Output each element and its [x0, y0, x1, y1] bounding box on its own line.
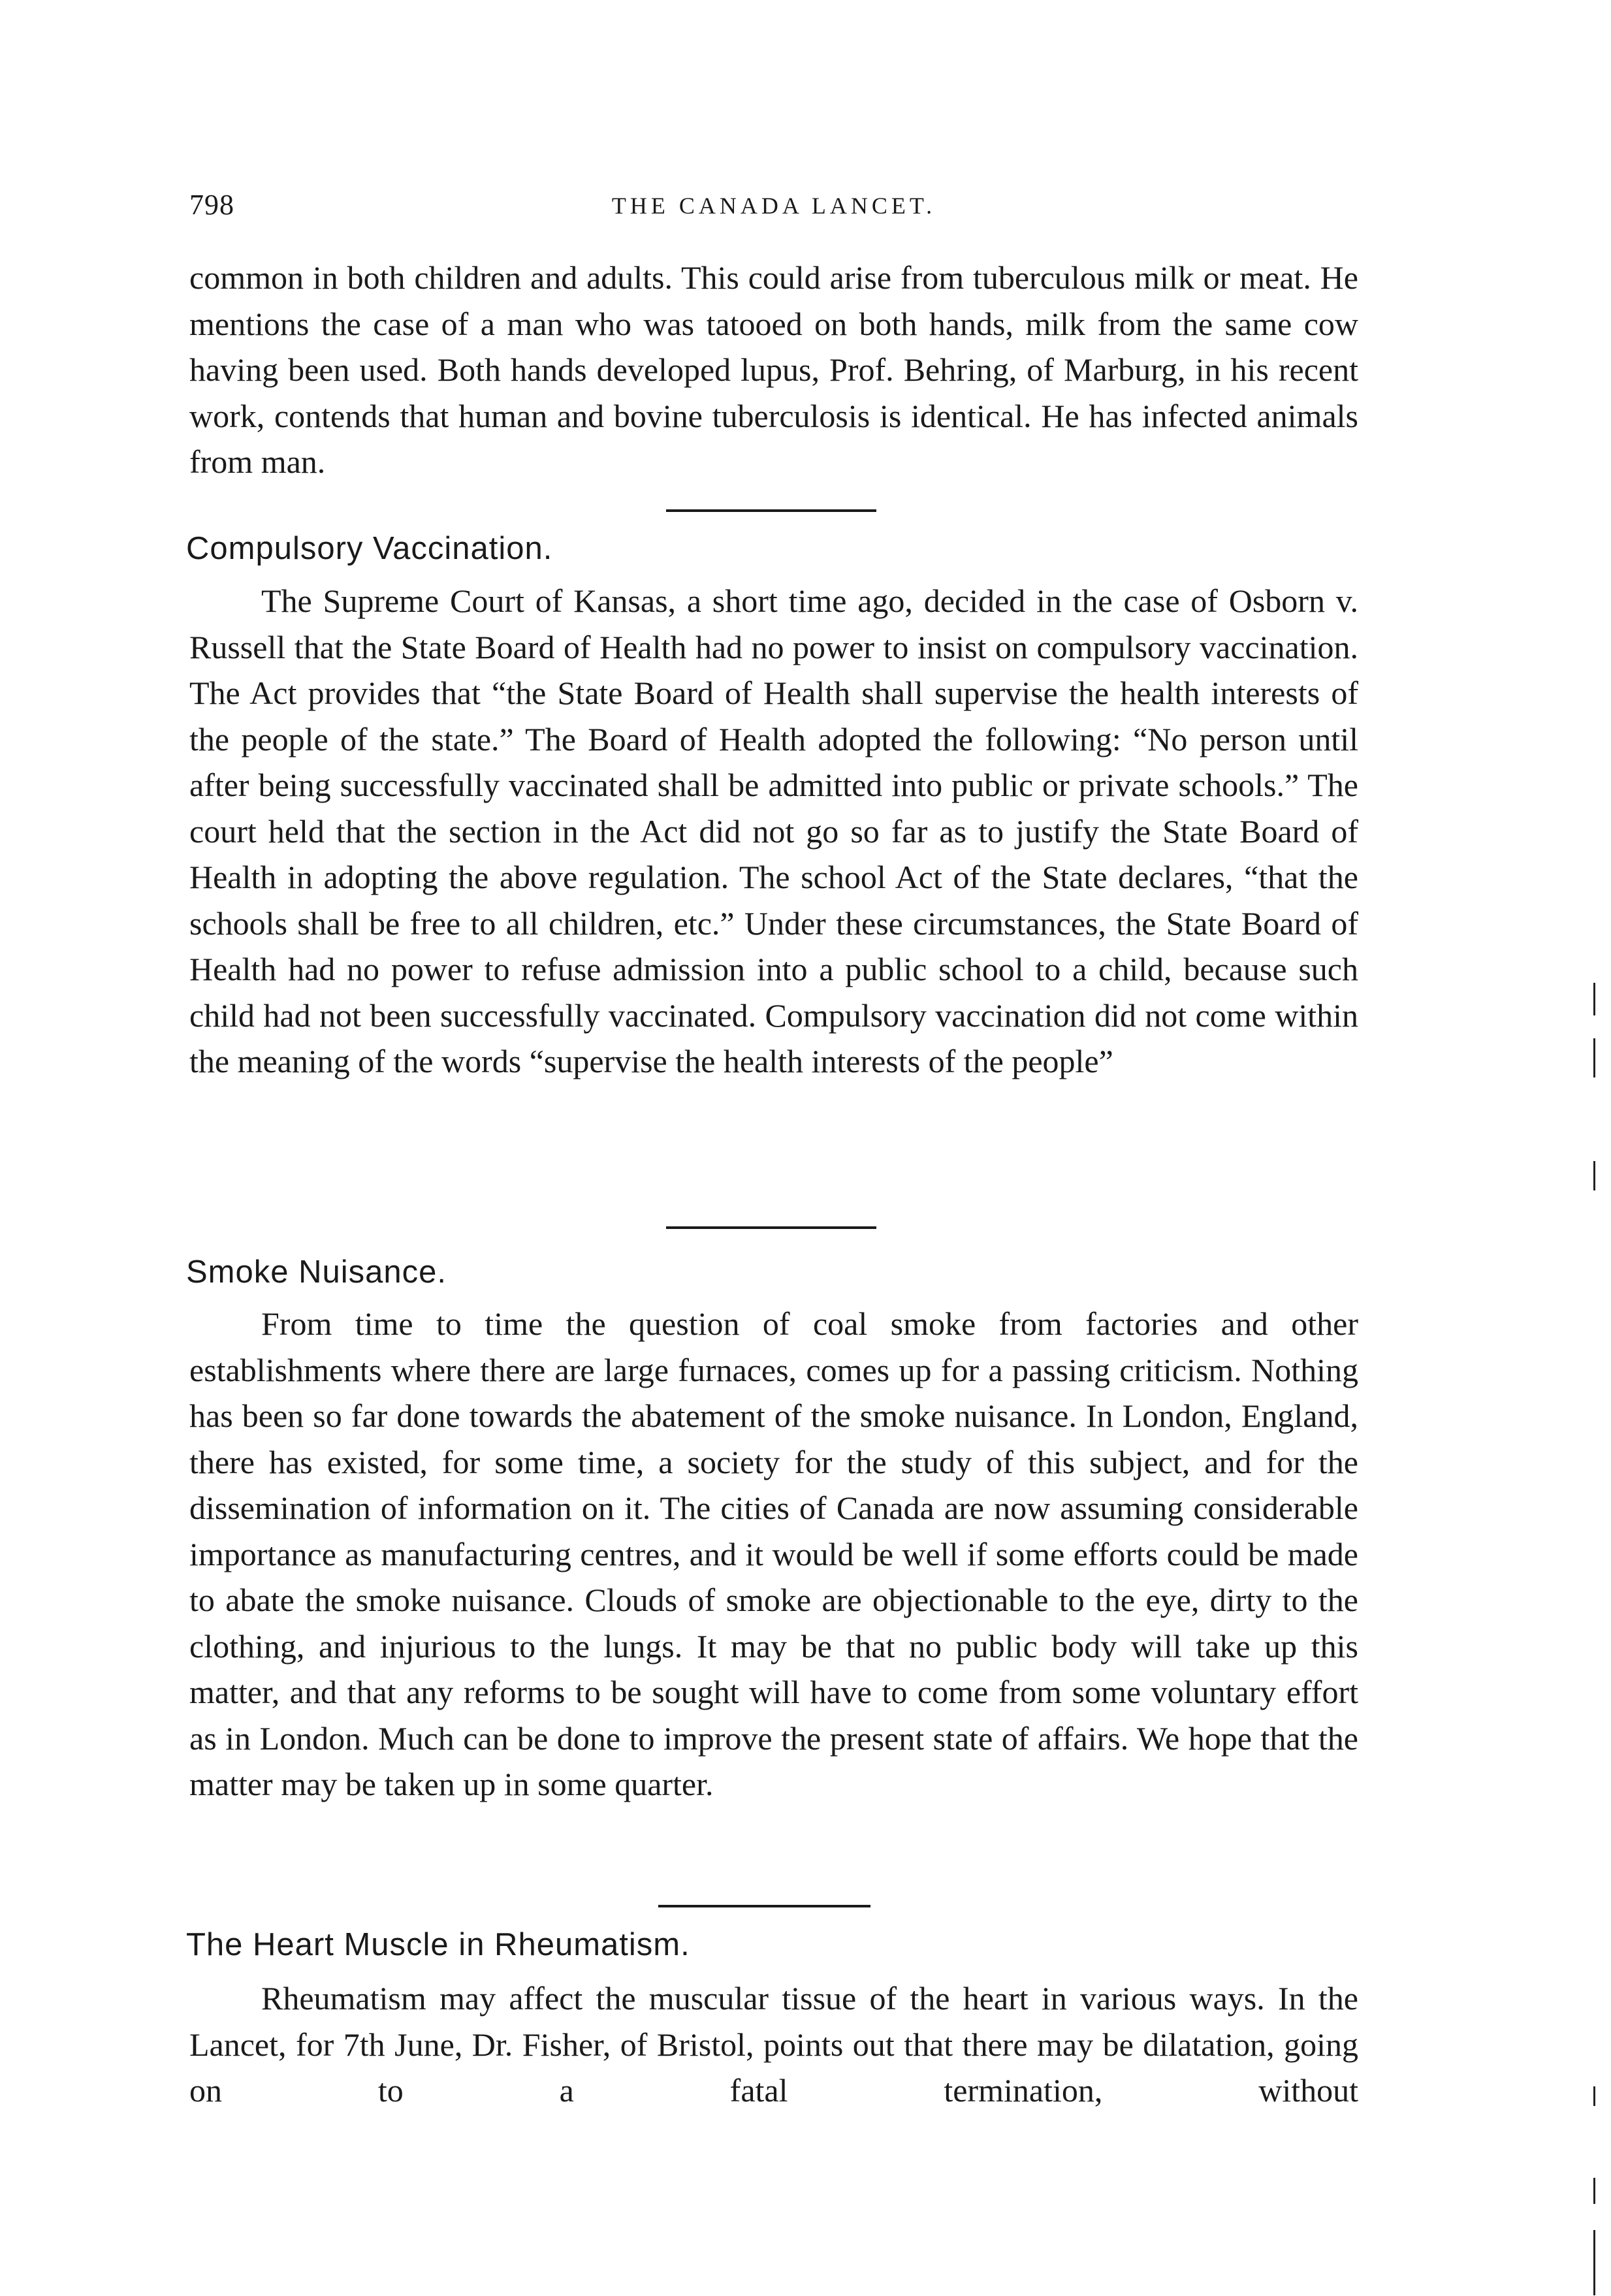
page-header [189, 188, 1358, 227]
page-number: 798 [189, 189, 234, 221]
section-heading-compulsory-vaccination: Compulsory Vaccination. [186, 531, 553, 566]
margin-scan-mark [1593, 2178, 1595, 2204]
section-heading-heart-muscle: The Heart Muscle in Rheumatism. [186, 1927, 690, 1962]
section-divider-rule [666, 1226, 876, 1229]
margin-scan-mark [1593, 1161, 1595, 1190]
smoke-nuisance-block [189, 1301, 1358, 1808]
section-divider-rule [658, 1905, 870, 1907]
compulsory-vaccination-paragraph: The Supreme Court of Kansas, a short time ago, decided in the case of Osborn v. Russell that the State Board of Health had no power to insist on compulsory vaccination. The Act provides that “the State Board of Health shall supervise the health interests of the people of the state.” The Board of Health adopted the following: “No person until after being successfully vaccinated shall be admitted into public or private schools.” The court held that the section in the Act did not go so far as to justify the State Board of Health in adopting the above regulation. The school Act of the State declares, “that the schools shall be free to all children, etc.” Under these circumstances, the State Board of Health had no power to refuse admission into a public school to a child, because such child had not been successfully vaccinated. Compulsory vaccination did not come within the meaning of the words “supervise the health interests of the people” [189, 582, 1358, 1079]
section-divider-rule [666, 509, 876, 512]
running-head: THE CANADA LANCET. [611, 193, 936, 219]
heart-muscle-paragraph: Rheumatism may affect the muscular tissue of the heart in various ways. In the Lancet, for 7th June, Dr. Fisher, of Bristol, points out that there may be dilatation, going on to a fatal termination, without [189, 1980, 1358, 2109]
margin-scan-mark [1593, 983, 1595, 1015]
margin-scan-mark [1593, 2086, 1595, 2106]
intro-paragraph-block [189, 255, 1358, 485]
compulsory-vaccination-block [189, 578, 1358, 1085]
margin-scan-mark [1593, 1038, 1595, 1077]
smoke-nuisance-paragraph: From time to time the question of coal smoke from factories and other establishments where there are large furnaces, comes up for a passing criticism. Nothing has been so far done towards the abatement of the smoke nuisance. In London, England, there has existed, for some time, a society for the study of this subject, and for the dissemination of information on it. The cities of Canada are now assuming considerable importance as manufacturing centres, and it would be well if some efforts could be made to abate the smoke nuisance. Clouds of smoke are objectionable to the eye, dirty to the clothing, and injurious to the lungs. It may be that no public body will take up this matter, and that any reforms to be sought will have to come from some voluntary effort as in London. Much can be done to improve the present state of affairs. We hope that the matter may be taken up in some quarter. [189, 1305, 1358, 1802]
heart-muscle-block [189, 1975, 1358, 2114]
section-heading-smoke-nuisance: Smoke Nuisance. [186, 1254, 447, 1290]
intro-paragraph: common in both children and adults. This could arise from tuberculous milk or meat. He mentions the case of a man who was tatooed on both hands, milk from the same cow having been used. Both hands developed lupus, Prof. Behring, of Marburg, in his recent work, contends that human and bovine tuberculosis is identical. He has infected animals from man. [189, 259, 1358, 480]
margin-scan-mark [1593, 2230, 1595, 2295]
